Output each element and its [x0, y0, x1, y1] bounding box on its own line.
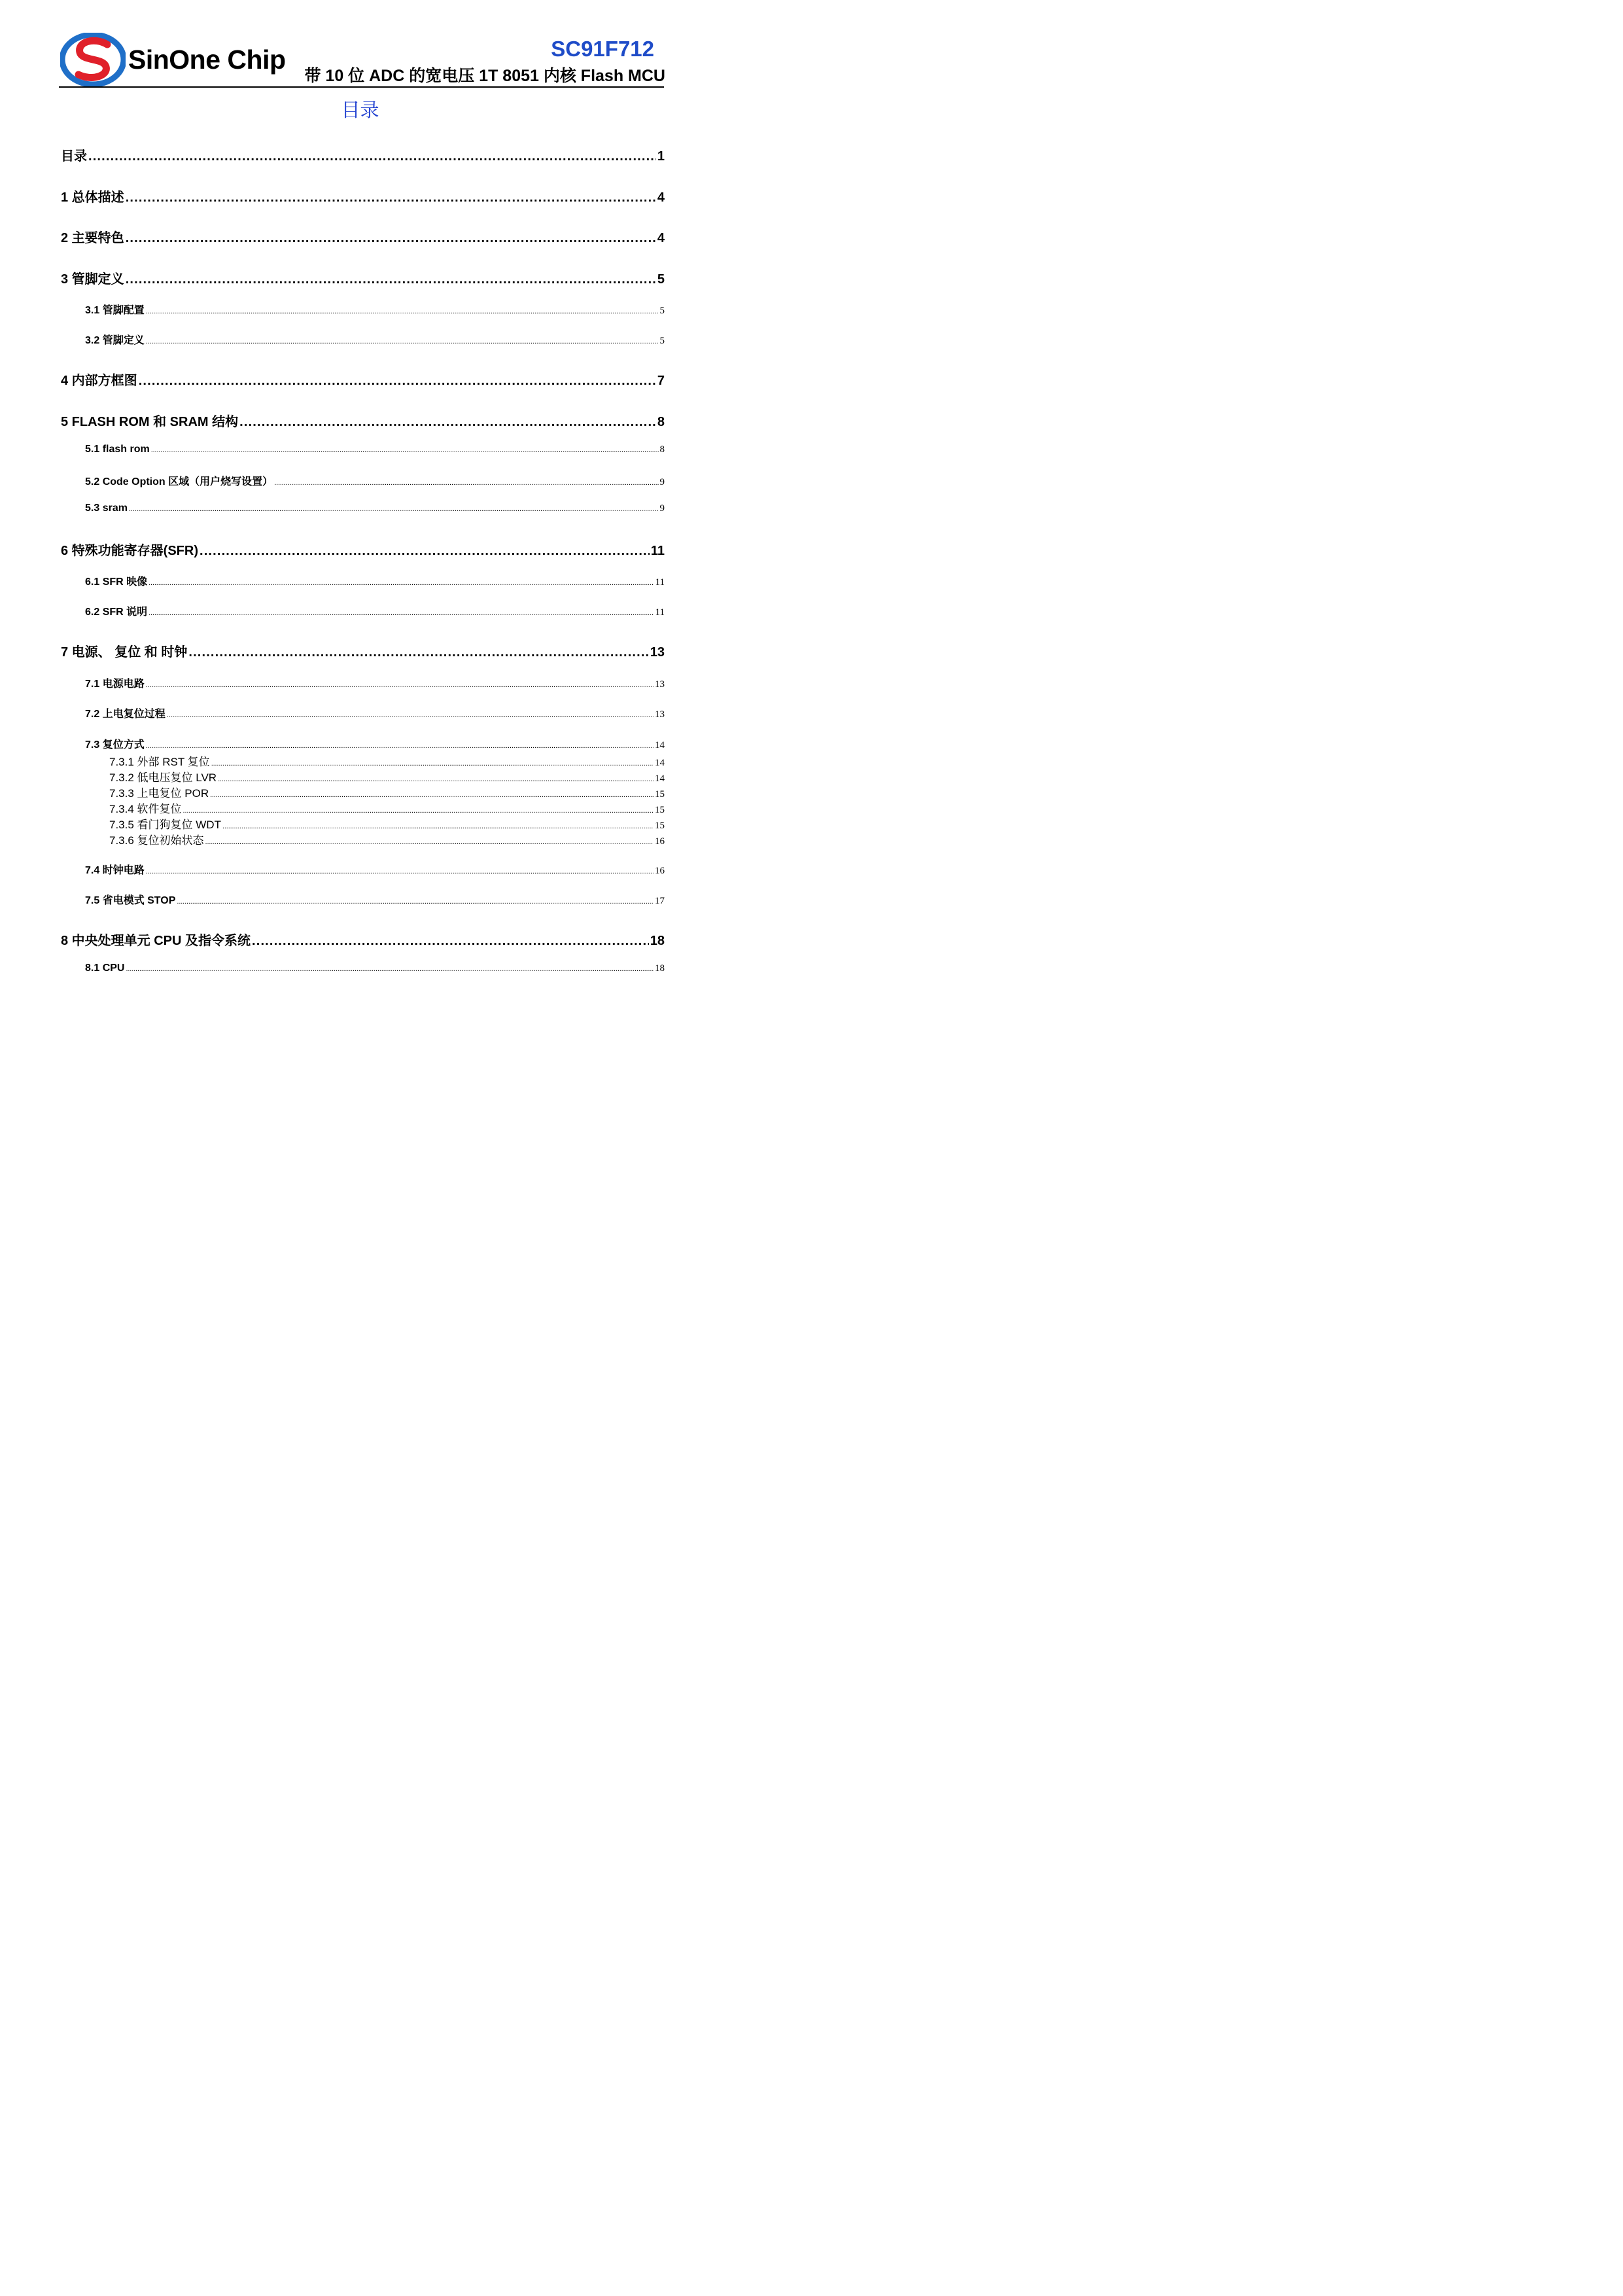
toc-leader-dots	[146, 338, 659, 345]
toc-entry-label: 目录	[61, 149, 87, 164]
toc-entry-page: 11	[655, 607, 665, 618]
toc-entry[interactable]	[61, 268, 665, 287]
product-subtitle: 带 10 位 ADC 的宽电压 1T 8051 内核 Flash MCU	[304, 67, 665, 85]
toc-entry-page: 11	[650, 544, 665, 558]
toc-leader-dots	[200, 544, 650, 559]
toc-entry-page: 4	[657, 231, 665, 245]
toc-entry[interactable]	[61, 930, 665, 949]
toc-entry-label: 5.2 Code Option 区域（用户烧写设置）	[85, 476, 273, 487]
toc-entry[interactable]	[85, 675, 665, 690]
toc-entry-page: 8	[659, 444, 665, 455]
toc-leader-dots	[148, 609, 654, 617]
toc-leader-dots	[239, 415, 656, 430]
toc-entry-label: 2 主要特色	[61, 231, 124, 245]
toc-entry-label: 7.3.6 复位初始状态	[109, 834, 204, 847]
toc-entry-page: 8	[657, 415, 665, 429]
toc-entry-label: 5.3 sram	[85, 503, 128, 514]
toc-entry-label: 8.1 CPU	[85, 963, 125, 974]
toc-entry-page: 14	[655, 740, 665, 751]
toc-leader-dots	[126, 965, 654, 973]
toc-entry-page: 9	[659, 503, 665, 514]
toc-leader-dots	[126, 190, 656, 205]
toc-leader-dots	[146, 681, 654, 689]
toc-leader-dots	[146, 742, 654, 750]
toc-entry-page: 4	[657, 190, 665, 205]
toc-entry-label: 7.3.3 上电复位 POR	[109, 787, 209, 800]
toc-entry-label: 7.5 省电模式 STOP	[85, 895, 176, 906]
toc-entry[interactable]	[109, 815, 665, 832]
toc-entry-label: 8 中央处理单元 CPU 及指令系统	[61, 934, 251, 948]
toc-entry-label: 5 FLASH ROM 和 SRAM 结构	[61, 415, 239, 429]
toc-entry-label: 7.3 复位方式	[85, 739, 145, 751]
brand-name: SinOne Chip	[128, 44, 286, 75]
toc-entry-label: 6.2 SFR 说明	[85, 607, 148, 618]
toc-leader-dots	[211, 760, 654, 768]
toc-entry[interactable]	[85, 302, 665, 317]
toc-entry[interactable]	[85, 963, 665, 974]
toc-entry[interactable]	[61, 370, 665, 389]
toc-entry-page: 14	[655, 773, 665, 784]
toc-entry[interactable]	[85, 473, 665, 488]
toc-entry[interactable]	[85, 862, 665, 877]
toc-entry-page: 1	[657, 149, 665, 164]
toc-leader-dots	[183, 807, 654, 815]
toc-entry[interactable]	[85, 503, 665, 514]
toc-leader-dots	[210, 791, 654, 799]
toc-entry[interactable]	[85, 332, 665, 347]
page-header	[0, 0, 720, 92]
toc-leader-dots	[146, 868, 654, 875]
toc-entry-label: 3 管脚定义	[61, 272, 124, 287]
toc-leader-dots	[167, 711, 654, 719]
toc-entry-page: 15	[655, 821, 665, 831]
toc-leader-dots	[188, 645, 648, 660]
toc-entry-label: 3.2 管脚定义	[85, 335, 145, 346]
toc-entry-page: 16	[655, 836, 665, 847]
toc-entry-page: 15	[655, 805, 665, 815]
toc-leader-dots	[129, 505, 659, 513]
toc-leader-dots	[126, 272, 656, 287]
toc-leader-dots	[139, 374, 656, 389]
toc-entry[interactable]	[109, 784, 665, 800]
toc-entry-page: 18	[650, 934, 665, 948]
header-divider	[59, 86, 664, 88]
toc-entry-page: 9	[659, 477, 665, 487]
toc-entry-label: 7.4 时钟电路	[85, 865, 145, 876]
toc-leader-dots	[151, 446, 659, 454]
toc-entry[interactable]	[85, 573, 665, 588]
toc-entry[interactable]	[109, 768, 665, 785]
toc-leader-dots	[126, 231, 656, 246]
toc-entry-page: 13	[650, 645, 665, 660]
toc-entry-page: 13	[655, 679, 665, 690]
toc-leader-dots	[88, 149, 656, 164]
toc-leader-dots	[252, 934, 649, 949]
model-number: SC91F712	[551, 37, 654, 61]
toc-entry-page: 5	[659, 306, 665, 316]
toc-leader-dots	[148, 579, 654, 587]
toc-entry-page: 5	[659, 336, 665, 346]
toc-leader-dots	[146, 308, 659, 315]
toc-entry-page: 11	[655, 577, 665, 588]
toc-entry[interactable]	[109, 800, 665, 816]
toc-entry-label: 6.1 SFR 映像	[85, 576, 148, 588]
toc-entry[interactable]	[85, 736, 665, 751]
toc-entry[interactable]	[85, 892, 665, 907]
toc-entry-page: 16	[655, 866, 665, 876]
toc-entry[interactable]	[61, 145, 665, 164]
toc-entry-label: 4 内部方框图	[61, 374, 137, 388]
toc-leader-dots	[222, 822, 654, 830]
toc-entry-label: 5.1 flash rom	[85, 444, 150, 455]
toc-leader-dots	[205, 838, 654, 846]
toc-entry-page: 5	[657, 272, 665, 287]
toc-entry-label: 7.2 上电复位过程	[85, 709, 166, 720]
toc-entry[interactable]	[61, 227, 665, 246]
toc-leader-dots	[218, 775, 654, 783]
toc-entry-label: 3.1 管脚配置	[85, 305, 145, 316]
toc-leader-dots	[177, 898, 654, 906]
toc-entry-label: 7.1 电源电路	[85, 679, 145, 690]
toc-entry-label: 1 总体描述	[61, 190, 124, 205]
toc-entry-label: 6 特殊功能寄存器(SFR)	[61, 544, 198, 558]
toc-entry[interactable]	[61, 411, 665, 430]
toc-entry[interactable]	[61, 540, 665, 559]
toc-entry-label: 7.3.4 软件复位	[109, 803, 182, 815]
toc-entry[interactable]	[85, 603, 665, 618]
toc-entry-label: 7.3.5 看门狗复位 WDT	[109, 819, 221, 831]
toc-leader-dots	[274, 479, 658, 487]
toc-entry[interactable]	[85, 705, 665, 720]
toc-entry[interactable]	[85, 444, 665, 455]
toc-entry[interactable]	[61, 186, 665, 205]
toc-entry-page: 14	[655, 758, 665, 768]
toc-entry-page: 13	[655, 709, 665, 720]
toc-entry-label: 7 电源、 复位 和 时钟	[61, 645, 188, 660]
toc-entry[interactable]	[109, 752, 665, 769]
toc-entry-page: 15	[655, 789, 665, 800]
toc-entry-page: 18	[655, 963, 665, 974]
toc-title: 目录	[341, 99, 379, 121]
toc-entry-label: 7.3.2 低电压复位 LVR	[109, 771, 217, 784]
sinone-logo-icon	[60, 33, 126, 86]
toc-entry[interactable]	[61, 641, 665, 660]
toc-entry-page: 17	[655, 896, 665, 906]
toc-entry[interactable]	[109, 831, 665, 847]
toc-entry-page: 7	[657, 374, 665, 388]
toc-entry-label: 7.3.1 外部 RST 复位	[109, 756, 210, 768]
